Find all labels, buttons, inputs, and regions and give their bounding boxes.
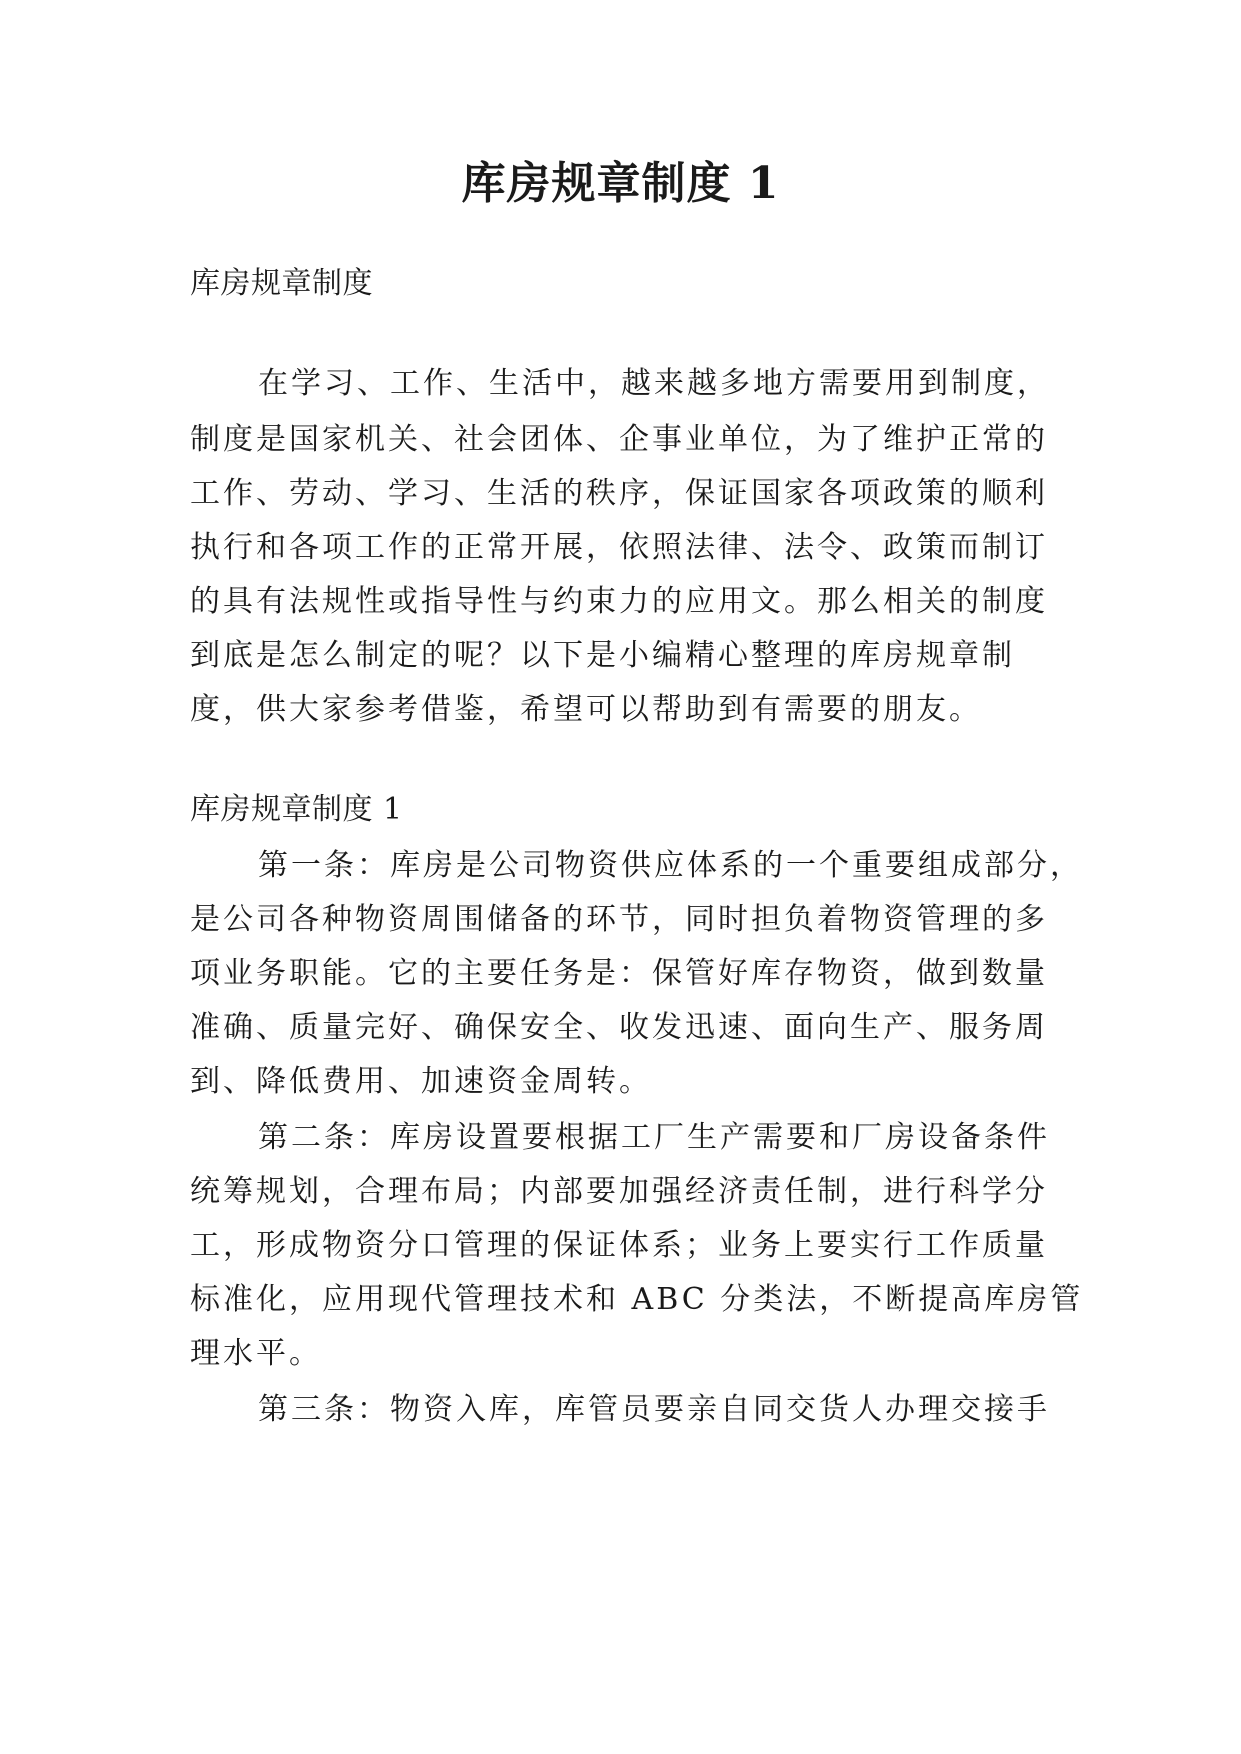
section-heading: 库房规章制度 1 [190, 792, 403, 827]
article-line: 项业务职能。它的主要任务是：保管好库存物资，做到数量 [190, 956, 1048, 991]
article-line: 标准化，应用现代管理技术和 ABC 分类法，不断提高库房管 [190, 1282, 1084, 1317]
intro-line: 在学习、工作、生活中，越来越多地方需要用到制度， [258, 366, 1050, 401]
intro-line: 工作、劳动、学习、生活的秩序，保证国家各项政策的顺利 [190, 476, 1048, 511]
intro-line: 到底是怎么制定的呢？以下是小编精心整理的库房规章制 [190, 638, 1015, 673]
article-line: 第三条：物资入库，库管员要亲自同交货人办理交接手 [258, 1392, 1050, 1427]
page-title: 库房规章制度 1 [461, 158, 780, 209]
article-line: 理水平。 [190, 1336, 322, 1371]
intro-line: 制度是国家机关、社会团体、企事业单位，为了维护正常的 [190, 422, 1048, 457]
article-line: 准确、质量完好、确保安全、收发迅速、面向生产、服务周 [190, 1010, 1048, 1045]
article-line: 第一条：库房是公司物资供应体系的一个重要组成部分， [258, 848, 1083, 883]
intro-line: 度，供大家参考借鉴，希望可以帮助到有需要的朋友。 [190, 692, 982, 727]
intro-line: 的具有法规性或指导性与约束力的应用文。那么相关的制度 [190, 584, 1048, 619]
article-line: 工，形成物资分口管理的保证体系；业务上要实行工作质量 [190, 1228, 1048, 1263]
intro-line: 执行和各项工作的正常开展，依照法律、法令、政策而制订 [190, 530, 1048, 565]
article-line: 统筹规划，合理布局；内部要加强经济责任制，进行科学分 [190, 1174, 1048, 1209]
article-line: 到、降低费用、加速资金周转。 [190, 1064, 652, 1099]
article-line: 第二条：库房设置要根据工厂生产需要和厂房设备条件 [258, 1120, 1050, 1155]
article-line: 是公司各种物资周围储备的环节，同时担负着物资管理的多 [190, 902, 1048, 937]
subtitle: 库房规章制度 [190, 266, 373, 301]
